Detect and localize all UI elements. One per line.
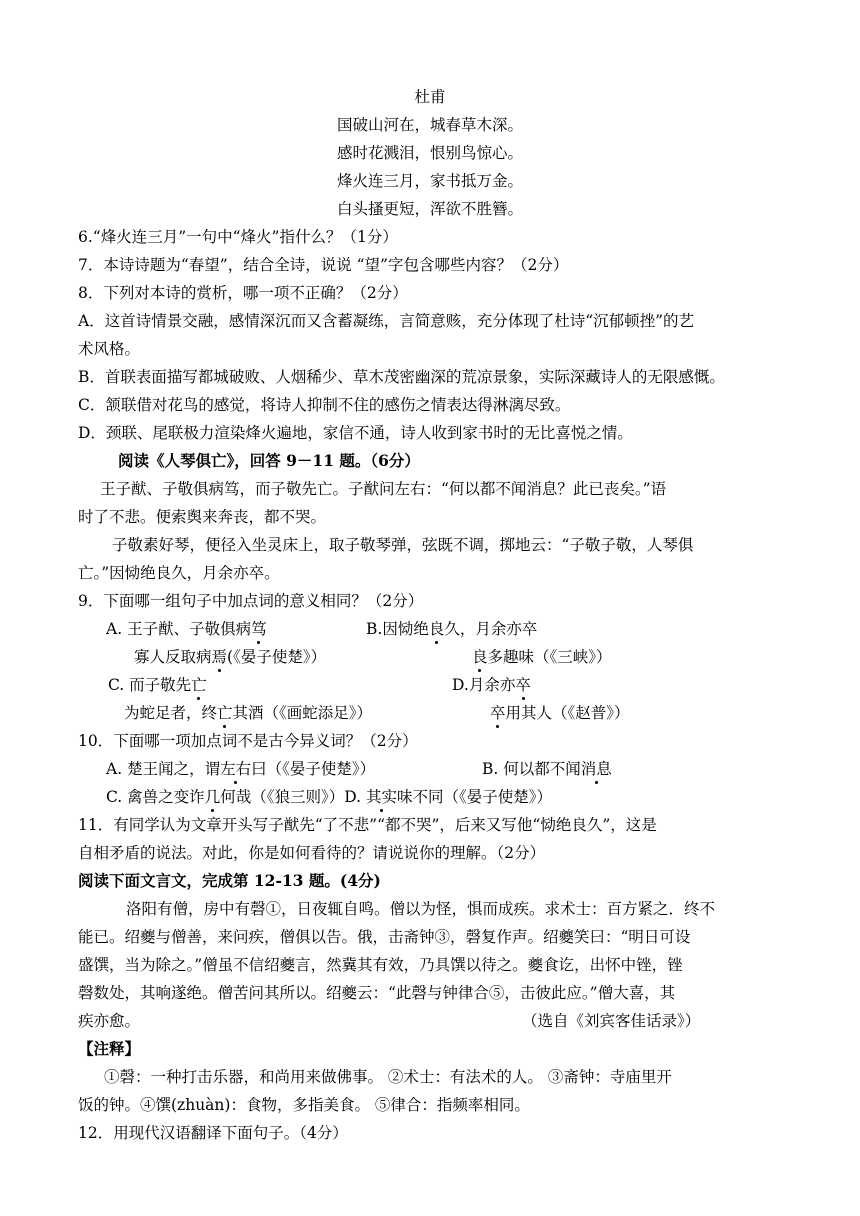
dotted-word: 左右 bbox=[220, 760, 252, 778]
dotted-word: 亡 bbox=[191, 676, 207, 694]
reading-2-heading: 阅读下面文言文，完成第 12-13 题。(4分) bbox=[78, 871, 381, 890]
dotted-word: 卒 bbox=[515, 676, 531, 694]
reading-2-line-2: 能已。绍夔与僧善，来问疾，僧俱以告。俄，击斋钟③，磬复作声。绍夔笑曰：“明日可设 bbox=[78, 928, 691, 946]
option-10b: B. 何以都不闻消息 bbox=[482, 760, 612, 778]
option-9d-line-2: 卒用其人（《赵普》） bbox=[490, 704, 630, 722]
notes-heading: 【注释】 bbox=[78, 1039, 141, 1058]
reading-1-para-1-line-2: 时了不悲。便索舆来奔丧，都不哭。 bbox=[78, 508, 327, 526]
question-12: 12．用现代汉语翻译下面句子。（4分） bbox=[78, 1124, 348, 1142]
reading-1-para-2-line-2: 亡。”因恸绝良久，月余亦卒。 bbox=[78, 564, 280, 582]
option-9a-line-1: A. 王子猷、子敬俱病笃 bbox=[106, 620, 267, 638]
option-label: A. bbox=[106, 620, 123, 638]
dotted-word: 笃 bbox=[251, 620, 267, 638]
poem-line-1: 国破山河在，城春草木深。 bbox=[336, 116, 523, 134]
option-label: B. bbox=[366, 620, 383, 638]
option-8a-line-1: A．这首诗情景交融，感情深沉而又含蓄凝练，言简意赅，充分体现了杜诗“沉郁顿挫”的艺 bbox=[78, 312, 695, 330]
reading-1-heading: 阅读《人琴俱亡》，回答 9－11 题。（6分） bbox=[118, 451, 420, 470]
question-8-stem: 8．下列对本诗的赏析，哪一项不正确？（2分） bbox=[78, 284, 408, 302]
option-9a-line-2: 寡人反取病焉(《晏子使楚》） bbox=[134, 648, 327, 666]
option-9d-line-1: D.月余亦卒 bbox=[452, 676, 531, 694]
option-label: C. bbox=[106, 788, 123, 806]
reading-1-para-1-line-1: 王子猷、子敬俱病笃，而子敬先亡。子猷问左右：“何以都不闻消息？此已丧矣。”语 bbox=[100, 480, 667, 498]
reading-2-line-1: 洛阳有僧，房中有磬①，日夜辄自鸣。僧以为怪，惧而成疾。求术士：百方紧之．终不 bbox=[126, 900, 716, 918]
option-9c-line-2: 为蛇足者，终亡其酒（《画蛇添足》） bbox=[124, 704, 373, 722]
poem-line-3: 烽火连三月，家书抵万金。 bbox=[336, 172, 523, 190]
option-8b: B．首联表面描写都城破败、人烟稀少、草木茂密幽深的荒凉景象，实际深藏诗人的无限感慨。 bbox=[78, 368, 725, 386]
reading-2-line-5: 疾亦愈。 bbox=[78, 1012, 141, 1030]
question-7: 7．本诗诗题为“春望”，结合全诗，说说 “望”字包含哪些内容？（2分） bbox=[78, 256, 569, 274]
poem-line-2: 感时花溅泪，恨别鸟惊心。 bbox=[336, 144, 523, 162]
option-9b-line-2: 良多趣味（《三峡》） bbox=[472, 648, 612, 666]
poem-author: 杜甫 bbox=[414, 88, 446, 106]
dotted-word: 消息 bbox=[580, 760, 612, 778]
option-9b-line-1: B.因恸绝良久，月余亦卒 bbox=[366, 620, 538, 638]
dotted-word: 卒 bbox=[490, 704, 506, 722]
question-11-line-2: 自相矛盾的说法。对此，你是如何看待的？请说说你的理解。（2分） bbox=[78, 844, 546, 862]
option-label: A. bbox=[106, 760, 123, 778]
question-9-stem: 9．下面哪一组句子中加点词的意义相同？（2分） bbox=[78, 592, 424, 610]
dotted-word: 良 bbox=[428, 620, 445, 638]
option-10a: A. 楚王闻之，谓左右曰（《晏子使楚》） bbox=[106, 760, 376, 778]
dotted-word: 亡 bbox=[217, 704, 233, 722]
reading-2-source: （选自《刘宾客佳话录》） bbox=[522, 1012, 701, 1030]
option-8d: D．颈联、尾联极力渲染烽火遍地，家信不通，诗人收到家书时的无比喜悦之情。 bbox=[78, 424, 633, 442]
option-10c-and-10d: C. 禽兽之变诈几何哉（《狼三则》）D. 其实味不同（《晏子使楚》） bbox=[106, 788, 552, 806]
dotted-word: 良 bbox=[472, 648, 488, 666]
option-label: B. bbox=[482, 760, 499, 778]
notes-line-2: 饭的钟。④馔(zhuàn)：食物，多指美食。 ⑤律合：指频率相同。 bbox=[78, 1096, 530, 1114]
option-label: C. bbox=[108, 676, 125, 694]
reading-2-line-4: 磬数处，其响遂绝。僧苦问其所以。绍夔云：“此磬与钟律合⑤，击彼此应。”僧大喜，其 bbox=[78, 984, 676, 1002]
notes-line-1: ①磬：一种打击乐器，和尚用来做佛事。 ②术士：有法术的人。 ③斋钟：寺庙里开 bbox=[104, 1068, 672, 1086]
reading-1-para-2-line-1: 子敬素好琴，便径入坐灵床上，取子敬琴弹，弦既不调，掷地云：“子敬子敬，人琴俱 bbox=[112, 536, 694, 554]
question-10-stem: 10．下面哪一项加点词不是古今异义词？（2分） bbox=[78, 732, 418, 750]
dotted-word: 焉 bbox=[211, 648, 228, 666]
option-label: D. bbox=[344, 788, 362, 806]
option-label: D. bbox=[452, 676, 469, 694]
poem-line-4: 白头搔更短，浑欲不胜簪。 bbox=[336, 200, 523, 218]
option-8a-line-2: 术风格。 bbox=[78, 340, 141, 358]
option-9c-line-1: C. 而子敬先亡 bbox=[108, 676, 207, 694]
reading-2-line-3: 盛馔，当为除之。”僧虽不信绍夔言，然冀其有效，乃具馔以待之。夔食讫，出怀中锉，锉 bbox=[78, 956, 683, 974]
question-6: 6.“烽火连三月”一句中“烽火”指什么？（1分） bbox=[78, 228, 398, 246]
dotted-word: 几 bbox=[204, 788, 221, 806]
question-11-line-1: 11．有同学认为文章开头写子猷先“了不悲”“都不哭”，后来又写他“恸绝良久”，这是 bbox=[78, 816, 657, 834]
dotted-word: 其实 bbox=[365, 788, 397, 806]
option-8c: C．颔联借对花鸟的感觉，将诗人抑制不住的感伤之情表达得淋漓尽致。 bbox=[78, 396, 571, 414]
